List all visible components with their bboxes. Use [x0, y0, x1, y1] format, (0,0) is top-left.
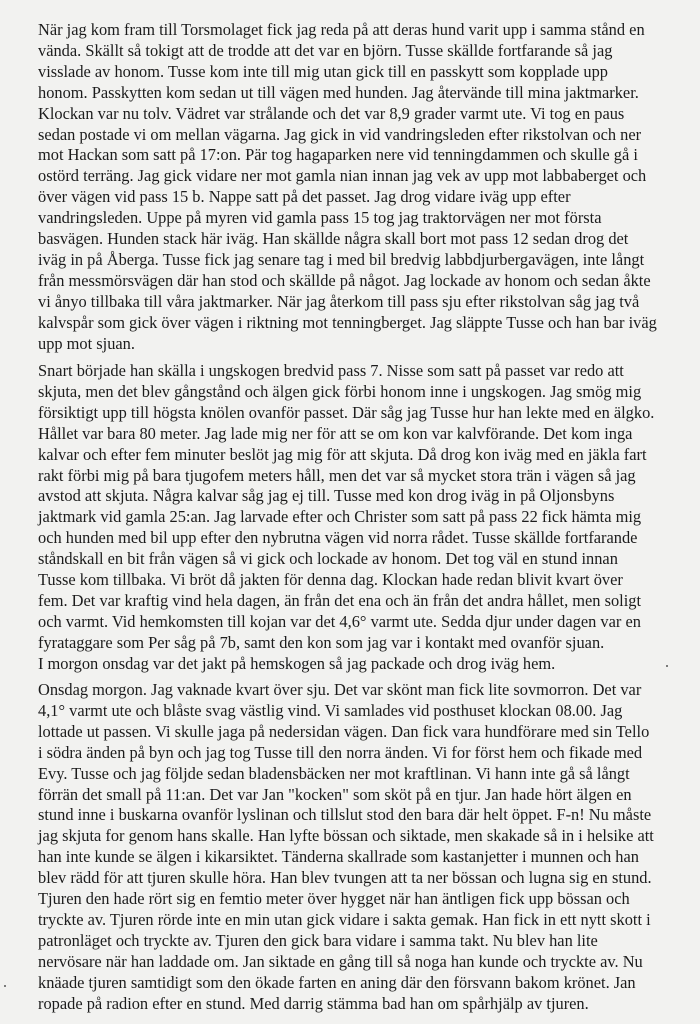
text-line: nervösare när han laddade om. Jan siktade en gång till så noga han kunde och tryckte av. Nu [38, 951, 643, 971]
text-line: vi ånyo tillbaka till våra jaktmarker. När jag återkom till pass sju efter rikstolvan såg jag två [38, 291, 640, 311]
text-line: upp mot sjuan. [38, 333, 135, 353]
text-line: jag skjuta for genom hans skalle. Han lyfte bössan och siktade, men skakade så in i helsike att [38, 826, 654, 846]
text-line: vandringsleden. Uppe på myren vid gamla pass 15 tog jag traktorvägen ner mot första [38, 208, 602, 228]
paragraph-2 [38, 361, 654, 675]
text-line: När jag kom fram till Torsmolaget fick jag reda på att deras hund varit upp i samma stånd en [38, 20, 645, 39]
paragraph-3 [38, 680, 654, 1015]
text-line: försiktigt upp till högsta knölen ovanför passet. Där såg jag Tusse hur han lekte med en älgko. [38, 402, 655, 422]
text-line: från messmörsvägen där han stod och skällde på något. Jag lockade av honom och sedan åkte [38, 270, 651, 290]
text-line: stund inne i buskarna ovanför lyslinan och tillslut stod den bara där helt öppet. F-n! Nu måste [38, 805, 652, 825]
text-line: Snart började han skälla i ungskogen bredvid pass 7. Nisse som satt på passet var redo att [38, 361, 624, 380]
text-line: 4,1° varmt ute och blåste svag västlig vind. Vi samlades vid posthuset klockan 08.00. Jag [38, 700, 623, 720]
text-line: patronläget och tryckte av. Tjuren den gick bara vidare i samma takt. Nu blev han lite [38, 930, 598, 950]
text-line: mot Hackan som satt på 17:on. Pär tog hagaparken nere vid tenningdammen och skulle gå i [38, 145, 638, 165]
text-line: Hållet var bara 80 meter. Jag lade mig ner för att se om kon var kalvförande. Det kom inga [38, 423, 633, 443]
text-line: lottade ut passen. Vi skulle jaga på nedersidan vägen. Dan fick vara hundförare med sin Tello [38, 721, 650, 741]
text-line: ostörd terräng. Jag gick vidare ner mot gamla nian innan jag vek av upp mot labbaberget och [38, 166, 647, 186]
text-line: ropade på radion efter en stund. Med darrig stämma bad han om spårhjälp av tjuren. [38, 993, 589, 1013]
text-line: visslade av honom. Tusse kom inte till mig utan gick till en passkytt som kopplade upp [38, 61, 609, 81]
text-line: blev rädd för att tjuren skulle höra. Han blev tvungen att ta ner bössan och lugna sig en stund. [38, 868, 652, 888]
text-line: han inte kunde se älgen i kikarsiktet. Tänderna skallrade som kastanjetter i munnen och han [38, 847, 639, 867]
text-line: tryckte av. Tjuren rörde inte en min utan gick vidare i sakta gemak. Han fick in ett nytt skott i [38, 909, 651, 929]
text-line: förrän det small på 11:an. Det var Jan "kocken" som sköt på en tjur. Jan hade hört älgen en [38, 784, 632, 804]
text-line: knäade tjuren samtidigt som den ökade farten en aning där den försvann bakom krönet. Jan [38, 972, 636, 992]
text-line: I morgon onsdag var det jakt på hemskogen så jag packade och drog iväg hem. [38, 653, 556, 673]
text-line: sedan postade vi om mellan vägarna. Jag gick in vid vandringsleden efter rikstolvan och ner [38, 124, 642, 144]
text-line: över vägen vid pass 15 b. Nappe satt på det passet. Jag drog vidare iväg upp efter [38, 187, 571, 207]
text-line: Tusse kom tillbaka. Vi bröt då jakten för denna dag. Klockan hade redan blivit kvart över [38, 570, 623, 590]
text-line: avstod att skjuta. Några kalvar såg jag ej till. Tusse med kon drog iväg in på Oljonsbyns [38, 486, 615, 506]
text-line: iväg in på Åberga. Tusse fick jag senare tag i med bil bredvig labbdjurbergavägen, inte långt [38, 249, 645, 269]
text-line: Evy. Tusse och jag följde sedan bladensbäcken ner mot kraftlinan. Vi hann inte gå så långt [38, 763, 630, 783]
text-line: skjuta, men det blev gångstånd och älgen gick förbi honom inne i ungskogen. Jag smög mig [38, 381, 642, 401]
paragraph-1 [38, 20, 657, 355]
scan-speck [4, 985, 6, 987]
text-line: kalvspår som gick över vägen i riktning mot tenningberget. Jag släppte Tusse och han bar iväg [38, 312, 657, 332]
text-line: fem. Det var kraftig vind hela dagen, än från det ena och än från det andra hållet, men soligt [38, 590, 642, 610]
text-line: jaktmark vid gamla 25:an. Jag larvade efter och Christer som satt på pass 22 fick hämta mig [38, 507, 642, 527]
text-line: basvägen. Hunden stack här iväg. Han skällde några skall bort mot pass 12 sedan drog det [38, 229, 629, 249]
text-line: Onsdag morgon. Jag vaknade kvart över sju. Det var skönt man fick lite sovmorron. Det var [38, 680, 642, 699]
scan-speck [666, 665, 668, 667]
text-line: fyrataggare som Per såg på 7b, samt den kon som jag var i kontakt med ovanför sjuan. [38, 632, 605, 652]
text-line: i södra änden på byn och jag tog Tusse till den norra änden. Vi for först hem och fikade med [38, 742, 643, 762]
text-line: ståndskall en bit från vägen så vi gick och lockade av honom. Det tog väl en stund innan [38, 549, 618, 569]
text-line: och hunden med bil upp efter den nybrutna vägen vid norra rådet. Tusse skällde fortfarande [38, 528, 638, 548]
text-line: rakt förbi mig på bara tjugofem meters håll, men det var så mycket stora trän i vägen så jag [38, 465, 636, 485]
text-line: Tjuren den hade rört sig en femtio meter över hygget när han äntligen fick upp bössan och [38, 889, 630, 909]
text-line: honom. Passkytten kom sedan ut till vägen med hunden. Jag återvände till mina jaktmarker. [38, 82, 639, 102]
text-line: Klockan var nu tolv. Vädret var strålande och det var 8,9 grader varmt ute. Vi tog en paus [38, 103, 625, 123]
text-line: vända. Skällt så tokigt att de trodde att det var en björn. Tusse skällde fortfarande så jag [38, 40, 613, 60]
text-line: och varmt. Vid hemkomsten till kojan var det 4,6° varmt ute. Sedda djur under dagen var en [38, 611, 641, 631]
text-line: kalvar och efter fem minuter beslöt jag mig för att skjuta. Då drog kon iväg med en jäkla fart [38, 444, 647, 464]
